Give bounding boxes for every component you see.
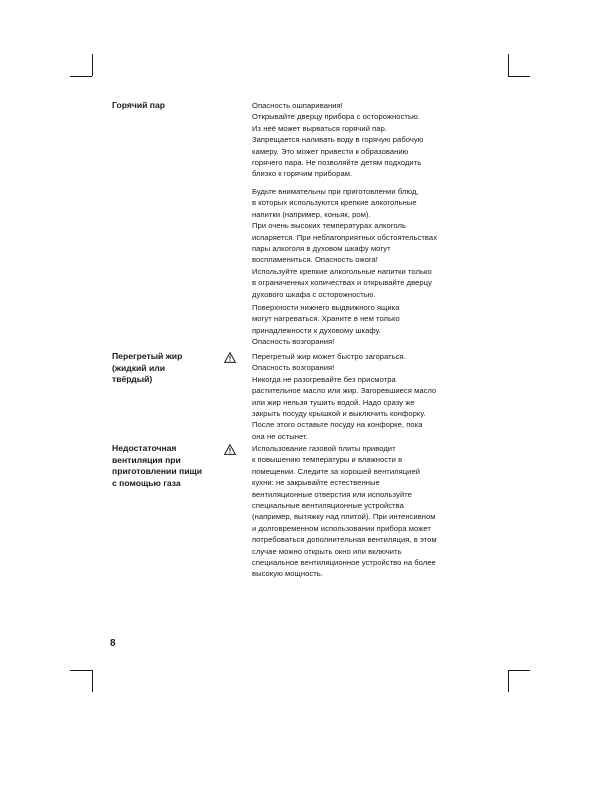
paragraph-alcohol: Будьте внимательны при приготовлении блюд, в которых используются крепкие алкогольные напитки (например, коньяк, ром). При очень высоких температурах алкоголь испаряется. При неблагоприятных обстоятельствах пары алкоголя в духовом шкафу могут воспламениться. Опасность ожога! Используйте крепкие алкогольные напитки только в ограниченных количествах и открывайте дверцу духового шкафа с осторожностью.	[252, 187, 438, 299]
crop-mark-bottom-right-v	[508, 670, 509, 692]
crop-mark-bottom-left-h	[70, 670, 92, 671]
section-title-ventilation: Недостаточная вентиляция при приготовлении пищи с помощью газа	[112, 443, 203, 488]
paragraph-overheated-fat: Перегретый жир может быстро загораться. Опасность возгорания! Никогда не разогревайте без присмотра растительное масло или жир. Загоревшиеся масло или жир нельзя тушить водой. Надо сразу же закрыть посуду крышкой и выключить конфорку. После этого оставьте посуду на конфорке, пока она не остынет.	[252, 352, 437, 441]
paragraph-gas-ventilation: Использование газовой плиты приводит к повышению температуры и влажности в помещении. Следите за хорошей вентиляцией кухни: не закрывайте естественные вентиляционные отверстия или используйте специальные вентиляционные устройства (например, вытяжку над плитой). При интенсивном и долговременном использовании прибора может потребоваться дополнительная вентиляция, в этом случае можно открыть окно или включить специальное вентиляционное устройство на более высокую мощность.	[252, 444, 437, 579]
warning-triangle-icon	[224, 444, 236, 455]
crop-mark-top-left-v	[92, 54, 93, 76]
crop-mark-top-right-h	[508, 76, 530, 77]
page-number: 8	[110, 638, 116, 649]
warning-triangle-icon	[224, 352, 236, 363]
crop-mark-top-right-v	[508, 54, 509, 76]
crop-mark-top-left-h	[70, 76, 92, 77]
section-title-hot-steam: Горячий пар	[112, 100, 166, 110]
paragraph-scald-danger: Опасность ошпаривания! Открывайте дверцу прибора с осторожностью. Из неё может вырваться горячий пар. Запрещается наливать воду в горячую рабочую камеру. Это может привести к образованию горячего пара. Не позволяйте детям подходить близко к горячим приборам.	[252, 101, 424, 179]
paragraph-bottom-drawer: Поверхности нижнего выдвижного ящика могут нагреваться. Храните в нем только принадлежности к духовому шкафу. Опасность возгорания!	[252, 303, 400, 347]
section-title-overheated-fat: Перегретый жир (жидкий или твёрдый)	[112, 351, 183, 385]
crop-mark-bottom-left-v	[92, 670, 93, 692]
crop-mark-bottom-right-h	[508, 670, 530, 671]
